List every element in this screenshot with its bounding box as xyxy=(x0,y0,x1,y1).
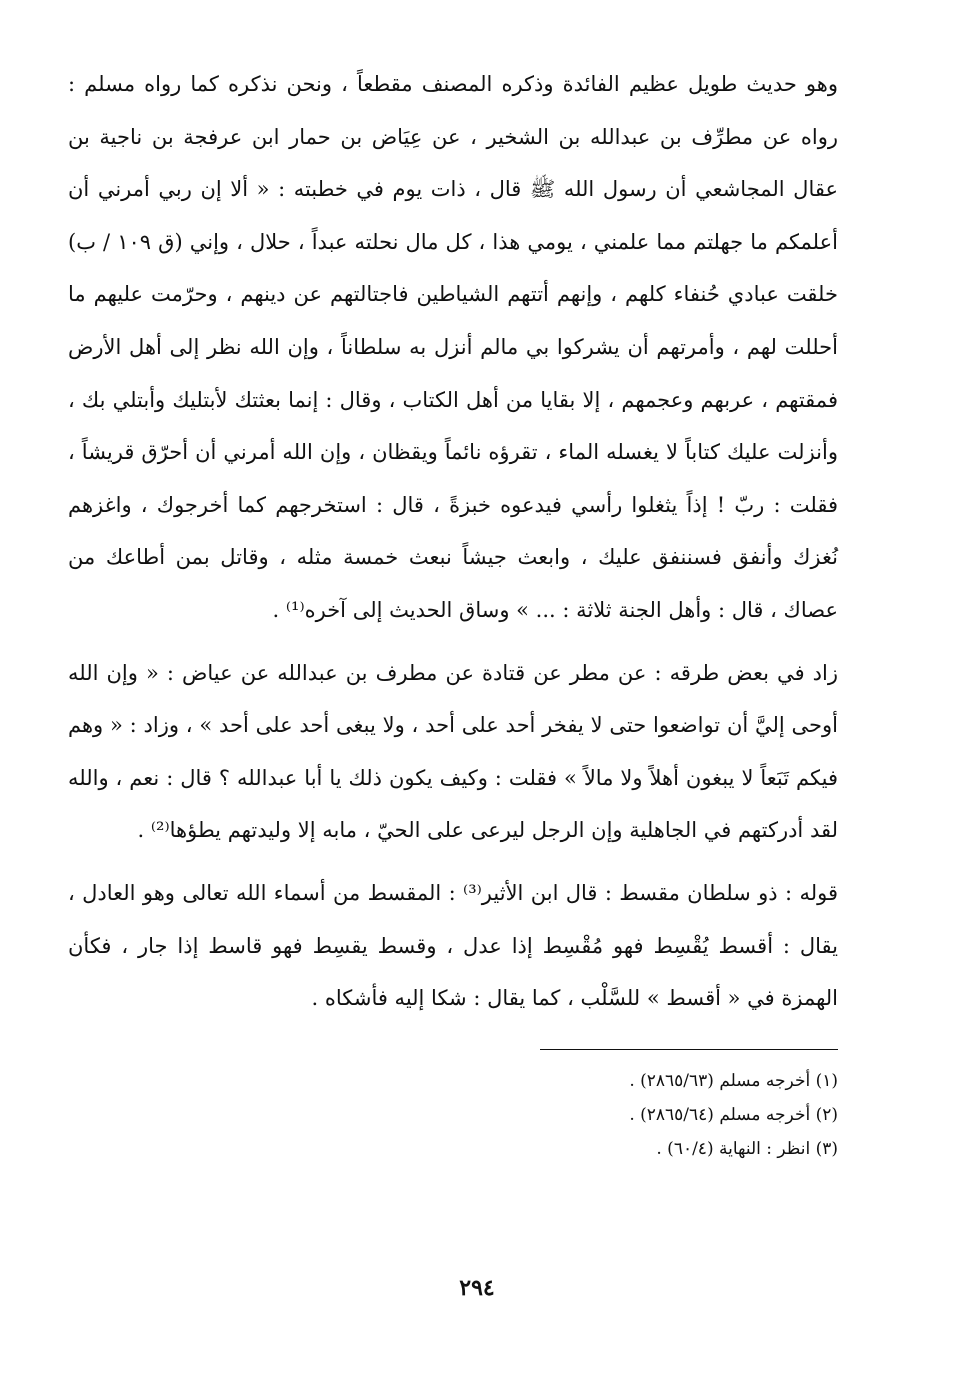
footnote-divider xyxy=(540,1049,838,1050)
footnote-2: (٢) أخرجه مسلم (٢٨٦٥/٦٤) . xyxy=(629,1104,838,1125)
footnote-3: (٣) انظر : النهاية (٦٠/٤) . xyxy=(656,1138,838,1159)
paragraph-addition: زاد في بعض طرقه : عن مطر عن قتادة عن مطرف بن عبدالله عن عياض : « وإن الله أوحى إليَّ أن تواضعوا حتى لا يفخر أحد على أحد ، ولا يبغى أحد على أحد » ، وزاد : « وهم فيكم تَبَعاً لا يبغون أهلاً ولا مالاً » فقلت : وكيف يكون ذلك يا أبا عبدالله ؟ قال : نعم ، والله لقد أدركتهم في الجاهلية وإن الرجل ليرعى على الحيّ ، مابه إلا وليدتهم يطؤها⁽²⁾ . xyxy=(68,660,838,843)
paragraph-hadith: وهو حديث طويل عظيم الفائدة وذكره المصنف مقطعاً ، ونحن نذكره كما رواه مسلم : رواه عن مطرِّف بن عبدالله بن الشخير ، عن عِيَاض بن حمار ابن عرفجة بن ناجية بن عقال المجاشعي أن رسول الله ﷺ قال ، ذات يوم في خطبته : « ألا إن ربي أمرني أن أعلمكم ما جهلتم مما علمني ، يومي هذا ، كل مال نحلته عبداً ، حلال ، وإني (ق ١٠٩ / ب) خلقت عبادي حُنفاء كلهم ، وإنهم أتتهم الشياطين فاجتالتهم عن دينهم ، وحرّمت عليهم ما أحللت لهم ، وأمرتهم أن يشركوا بي مالم أنزل به سلطاناً ، وإن الله نظر إلى أهل الأرض فمقتهم ، عربهم وعجمهم ، إلا بقايا من أهل الكتاب ، وقال : إنما بعثتك لأبتليك وأبتلي بك ، وأنزلت عليك كتاباً لا يغسله الماء ، تقرؤه نائماً ويقظان ، وإن الله أمرني أن أحرّق قريشاً ، فقلت : ربّ ! إذاً يثغلوا رأسي فيدعوه خبزةً ، قال : استخرجهم كما أخرجوك ، واغزهم نُغزك وأنفق فسننفق عليك ، وابعث جيشاً نبعث خمسة مثله ، وقاتل بمن أطاعك من عصاك ، قال : وأهل الجنة ثلاثة : ... » وساق الحديث إلى آخره⁽¹⁾ . xyxy=(68,72,839,622)
paragraph-commentary: قوله : ذو سلطان مقسط : قال ابن الأثير⁽³⁾ : المقسط من أسماء الله تعالى وهو العادل ، يقال : أقسط يُقْسِط فهو مُقْسِط إذا عدل ، وقسط يقسِط فهو قاسط إذا جار ، فكأن الهمزة في « أقسط » للسَّلْب ، كما يقال : شكا إليه فأشكاه . xyxy=(68,880,838,1011)
page-number: ٢٩٤ xyxy=(459,1275,495,1301)
footnote-1: (١) أخرجه مسلم (٢٨٦٥/٦٣) . xyxy=(629,1070,838,1091)
footnotes xyxy=(68,1064,838,1166)
page-body xyxy=(68,58,838,1166)
